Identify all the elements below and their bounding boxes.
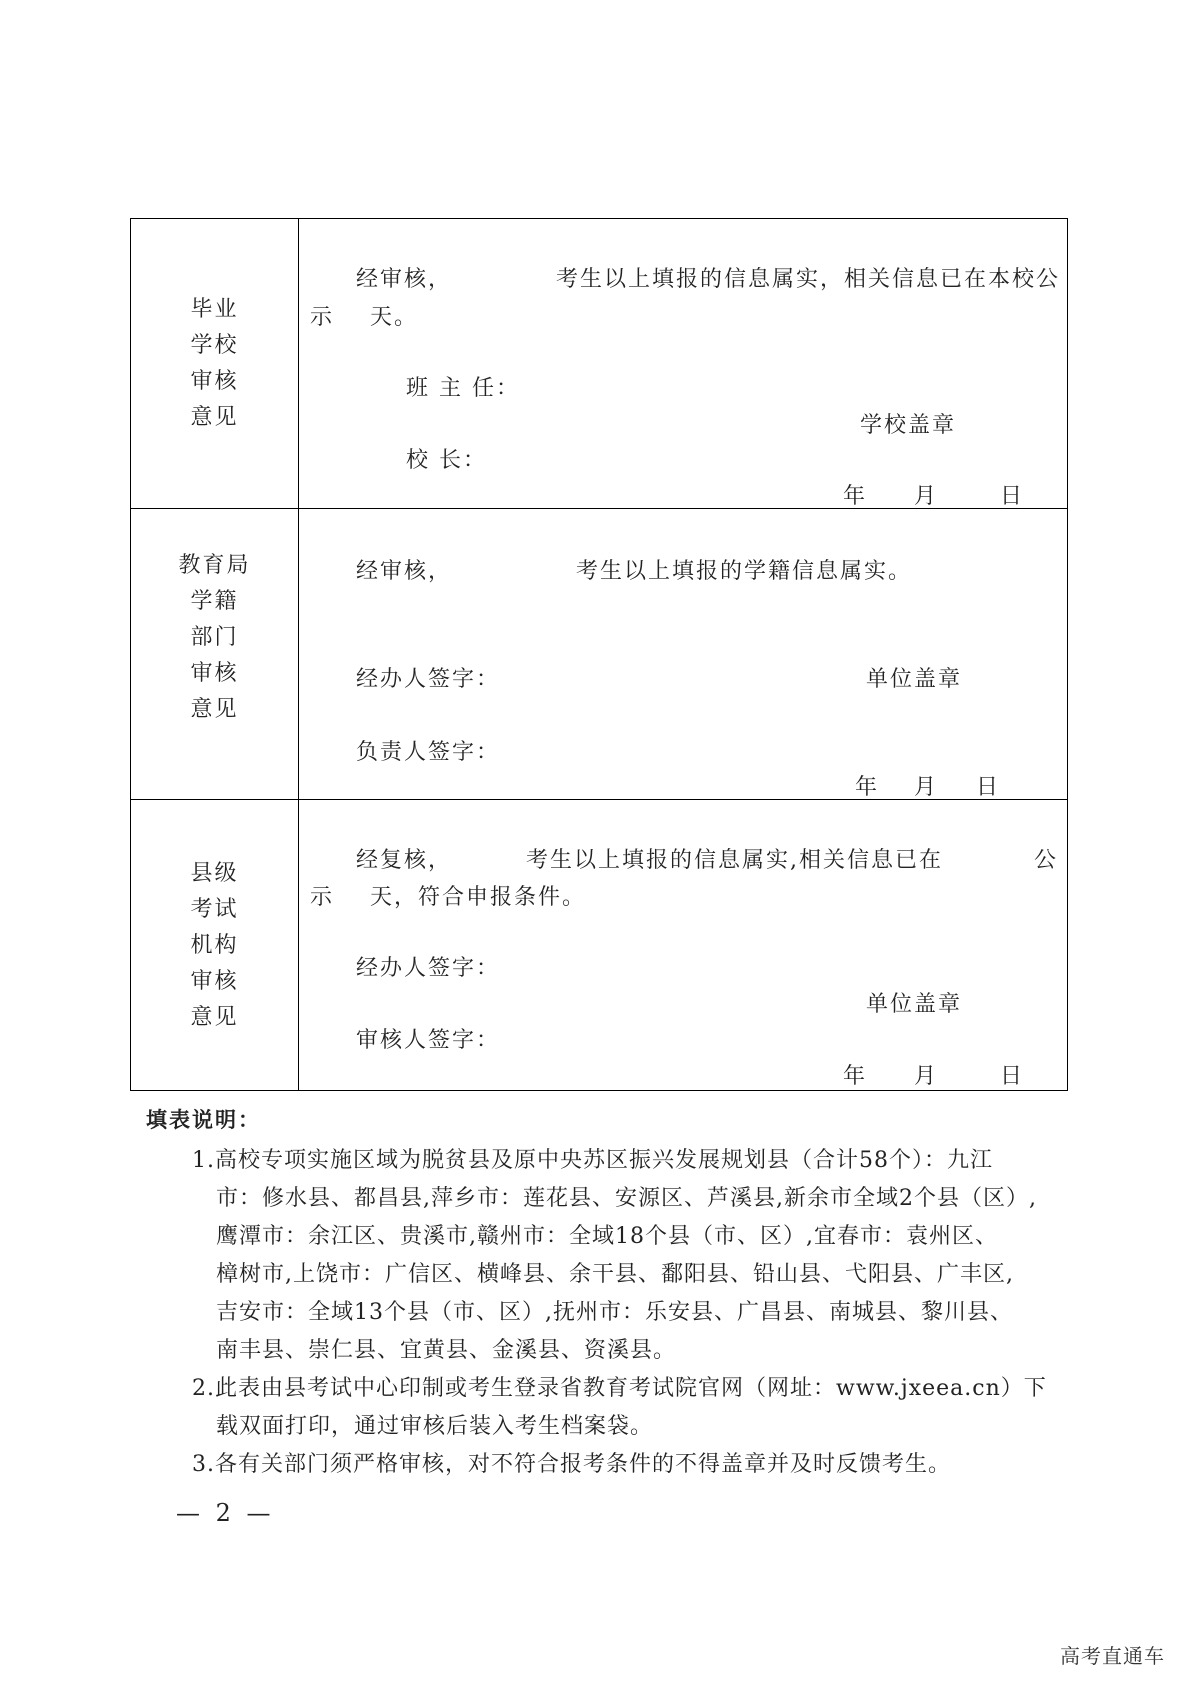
- edu-review-text-start: 经审核，: [356, 559, 453, 584]
- edu-date-day: 日: [976, 775, 1001, 800]
- county-review-text-main: 考生以上填报的信息属实,相关信息已在: [526, 848, 943, 873]
- edu-bureau-review-label: 教育局 学籍 部门 审核 意见: [178, 553, 251, 722]
- county-review-text-start: 经复核，: [356, 848, 453, 873]
- watermark: 高考直通车: [1060, 1644, 1165, 1668]
- county-review-text-cont: 示: [310, 885, 335, 910]
- note-1-line: 市：修水县、都昌县,萍乡市：莲花县、安源区、芦溪县,新余市全域2个县（区）,: [216, 1186, 1037, 1211]
- note-1-line: 吉安市：全域13个县（市、区）,抚州市：乐安县、广昌县、南城县、黎川县、: [216, 1300, 1013, 1325]
- note-1-line: 1.高校专项实施区域为脱贫县及原中央苏区振兴发展规划县（合计58个）：九江: [192, 1148, 993, 1173]
- note-1-line: 南丰县、崇仁县、宜黄县、金溪县、资溪县。: [216, 1338, 677, 1363]
- school-review-label: 毕业 学校 审核 意见: [190, 297, 239, 430]
- note-1-line: 樟树市,上饶市：广信区、横峰县、余干县、鄱阳县、铅山县、弋阳县、广丰区,: [216, 1262, 1014, 1287]
- table-bottom-border: [130, 1090, 1068, 1091]
- county-review-text-end: 公: [1034, 848, 1059, 873]
- table-column-divider: [298, 218, 299, 1091]
- school-review-text-cont: 示: [310, 305, 335, 330]
- note-2: [192, 1370, 1047, 1446]
- county-date-month: 月: [914, 1064, 939, 1089]
- table-top-border: [130, 218, 1068, 219]
- school-date-day: 日: [1000, 484, 1025, 509]
- notes-title: 填表说明：: [146, 1107, 261, 1132]
- school-date-year: 年: [843, 484, 868, 509]
- school-date-month: 月: [914, 484, 939, 509]
- edu-review-text-main: 考生以上填报的学籍信息属实。: [576, 559, 913, 584]
- school-stamp-label: 学校盖章: [860, 413, 957, 438]
- county-reviewer-signature-label: 审核人签字：: [356, 1028, 501, 1053]
- page-number: — 2 —: [176, 1499, 275, 1527]
- county-date-year: 年: [843, 1064, 868, 1089]
- county-review-days: 天，符合申报条件。: [370, 885, 587, 910]
- school-review-text-start: 经审核，: [356, 267, 453, 292]
- note-1: [192, 1142, 1037, 1370]
- edu-handler-signature-label: 经办人签字：: [356, 667, 501, 692]
- county-handler-signature-label: 经办人签字：: [356, 956, 501, 981]
- county-unit-stamp-label: 单位盖章: [866, 992, 963, 1017]
- note-1-line: 鹰潭市：余江区、贵溪市,赣州市：全域18个县（市、区）,宜春市：袁州区、: [216, 1224, 998, 1249]
- edu-unit-stamp-label: 单位盖章: [866, 667, 963, 692]
- head-teacher-label: 班 主 任：: [406, 376, 520, 401]
- table-right-border: [1067, 218, 1068, 1091]
- edu-date-year: 年: [855, 775, 880, 800]
- note-2-line: 2.此表由县考试中心印制或考生登录省教育考试院官网（网址：www.jxeea.cn）下: [192, 1376, 1047, 1401]
- county-date-day: 日: [1000, 1064, 1025, 1089]
- note-2-line: 载双面打印，通过审核后装入考生档案袋。: [216, 1414, 654, 1439]
- county-agency-review-label: 县级 考试 机构 审核 意见: [190, 861, 239, 1030]
- school-review-text-main: 考生以上填报的信息属实，相关信息已在本校公: [556, 267, 1061, 292]
- edu-date-month: 月: [914, 775, 939, 800]
- note-3-line: 3.各有关部门须严格审核，对不符合报考条件的不得盖章并及时反馈考生。: [192, 1452, 951, 1477]
- school-review-days: 天。: [370, 305, 419, 330]
- edu-leader-signature-label: 负责人签字：: [356, 740, 501, 765]
- note-3: [192, 1446, 951, 1484]
- principal-label: 校 长：: [406, 448, 487, 473]
